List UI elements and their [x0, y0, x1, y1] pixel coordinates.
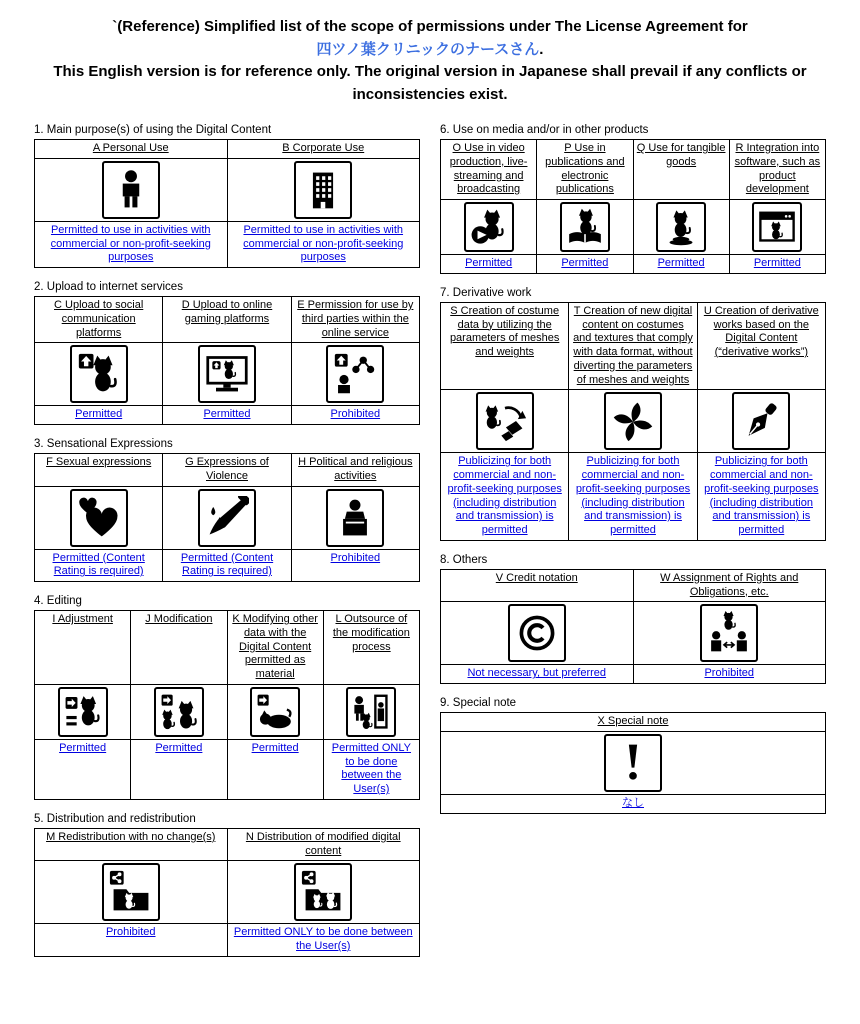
costume-data-icon	[476, 392, 534, 450]
icon-cell	[35, 684, 131, 739]
title-line-2	[34, 39, 826, 62]
right-column	[440, 124, 826, 827]
status-cell	[35, 221, 228, 267]
column-header: I Adjustment	[52, 613, 113, 625]
permission-status[interactable]: Permitted	[561, 257, 609, 269]
building-icon	[294, 161, 352, 219]
status-cell	[569, 453, 697, 541]
permission-status[interactable]: Permitted to use in activities with commercial or non-profit-seeking purposes	[50, 223, 211, 264]
exclamation-icon	[604, 734, 662, 792]
status-cell	[227, 221, 420, 267]
icon-cell	[35, 343, 163, 406]
permission-status[interactable]: Permitted	[753, 257, 801, 269]
icon-cell	[441, 390, 569, 453]
icon-cell	[537, 200, 633, 255]
column-header-cell	[633, 569, 826, 602]
section-heading: 5. Distribution and redistribution	[34, 812, 196, 825]
column-header: Q Use for tangible goods	[636, 142, 726, 168]
icon-cell	[227, 684, 323, 739]
copyright-icon	[508, 604, 566, 662]
permission-status[interactable]: なし	[622, 796, 644, 809]
permission-table	[34, 296, 420, 425]
icon-cell	[291, 343, 419, 406]
permission-status[interactable]: Permitted	[251, 741, 299, 754]
column-header: E Permission for use by third parties within the online service	[297, 299, 414, 339]
column-header-cell	[163, 297, 291, 343]
column-header: U Creation of derivative works based on the Digital Content (“derivative works”)	[703, 304, 819, 358]
column-header-cell	[441, 569, 634, 602]
permission-table	[34, 828, 420, 957]
figurine-icon	[656, 202, 706, 252]
permission-table	[34, 139, 420, 268]
modified-distribution-icon	[294, 863, 352, 921]
upload-gaming-icon	[198, 345, 256, 403]
column-header: S Creation of costume data by utilizing the parameters of meshes and weights	[449, 304, 560, 358]
column-header-cell	[227, 828, 420, 861]
section-heading: 7. Derivative work	[440, 286, 532, 299]
column-header: J Modification	[145, 613, 213, 625]
section-heading: 1. Main purpose(s) of using the Digital Content	[34, 124, 272, 136]
permission-status[interactable]: Permitted	[155, 741, 203, 754]
permission-status[interactable]: Permitted ONLY to be done between the User(s)	[331, 741, 412, 795]
column-header-cell	[35, 454, 163, 487]
status-cell	[35, 549, 163, 582]
permission-status[interactable]: Permitted	[657, 257, 705, 269]
assignment-icon	[700, 604, 758, 662]
status-cell	[35, 924, 228, 957]
status-cell	[35, 739, 131, 799]
column-header-cell	[537, 140, 633, 200]
permission-status[interactable]: Prohibited	[330, 408, 381, 421]
icon-cell	[697, 390, 825, 453]
column-header: B Corporate Use	[282, 142, 365, 154]
permission-section	[34, 813, 420, 957]
column-header-cell	[35, 828, 228, 861]
permission-status[interactable]: Not necessary, but preferred	[467, 667, 607, 680]
column-header: M Redistribution with no change(s)	[46, 830, 216, 843]
permission-table	[34, 453, 420, 582]
column-header: V Credit notation	[495, 571, 578, 584]
column-header-cell	[227, 140, 420, 159]
status-cell	[35, 406, 163, 425]
status-cell	[441, 794, 826, 813]
column-header: T Creation of new digital content on costumes and textures that comply with data format, without diverting the parameters of meshes and weights	[573, 304, 693, 386]
status-cell	[227, 739, 323, 799]
column-header: N Distribution of modified digital content	[245, 830, 401, 857]
texture-creation-icon	[604, 392, 662, 450]
column-header-cell	[131, 611, 227, 685]
title-suffix: .	[539, 40, 544, 58]
document-title	[34, 16, 826, 106]
column-header: G Expressions of Violence	[185, 456, 269, 482]
column-header-cell	[697, 302, 825, 390]
left-column	[34, 124, 420, 970]
outsource-icon	[346, 687, 396, 737]
column-header: K Modifying other data with the Digital Content permitted as material	[232, 613, 318, 680]
icon-cell	[227, 861, 420, 924]
pen-nib-icon	[732, 392, 790, 450]
section-heading: 9. Special note	[440, 697, 517, 709]
permission-status[interactable]: Permitted ONLY to be done between the User(s)	[233, 926, 413, 952]
permission-status[interactable]: Permitted	[75, 408, 123, 421]
column-header-cell	[441, 140, 537, 200]
software-icon	[752, 202, 802, 252]
permission-status[interactable]: Permitted (Content Rating is required)	[180, 551, 274, 578]
section-heading: 3. Sensational Expressions	[34, 438, 173, 450]
product-name-link[interactable]: 四ツノ葉クリニックのナースさん	[316, 40, 540, 58]
column-header: W Assignment of Rights and Obligations, etc.	[660, 571, 799, 598]
third-party-icon	[326, 345, 384, 403]
column-header-cell	[441, 713, 826, 732]
column-header: D Upload to online gaming platforms	[181, 299, 273, 325]
status-cell	[537, 255, 633, 274]
icon-cell	[35, 861, 228, 924]
permission-status[interactable]: Permitted to use in activities with commercial or non-profit-seeking purposes	[243, 223, 404, 264]
permission-status[interactable]: Prohibited	[704, 667, 755, 680]
status-cell	[441, 665, 634, 684]
permission-section	[440, 124, 826, 274]
icon-cell	[729, 200, 825, 255]
icon-cell	[441, 731, 826, 794]
column-header: C Upload to social communication platforms	[54, 299, 144, 339]
permission-status[interactable]: Permitted	[203, 408, 251, 421]
status-cell	[441, 453, 569, 541]
status-cell	[163, 549, 291, 582]
icon-cell	[633, 602, 826, 665]
column-header: X Special note	[597, 715, 669, 727]
status-cell	[323, 739, 419, 799]
section-heading: 6. Use on media and/or in other products	[440, 124, 649, 136]
permission-section	[34, 124, 420, 268]
icon-cell	[35, 158, 228, 221]
icon-cell	[323, 684, 419, 739]
title-prefix: `(Reference) Simplified list of the scope of permissions under The License Agreement for	[112, 18, 748, 35]
permission-status[interactable]: Permitted	[465, 257, 513, 269]
icon-cell	[441, 602, 634, 665]
permission-status[interactable]: Permitted	[59, 741, 107, 754]
icon-cell	[35, 486, 163, 549]
column-header-cell	[323, 611, 419, 685]
permission-table	[440, 569, 826, 684]
column-header: O Use in video production, live-streaming and broadcasting	[449, 142, 528, 196]
status-cell	[633, 255, 729, 274]
permission-table	[440, 302, 826, 541]
icon-cell	[569, 390, 697, 453]
column-header-cell	[291, 297, 419, 343]
section-heading: 4. Editing	[34, 595, 82, 607]
status-cell	[633, 665, 826, 684]
status-cell	[291, 549, 419, 582]
column-header-cell	[633, 140, 729, 200]
video-icon	[464, 202, 514, 252]
permission-table	[440, 139, 826, 274]
modification-icon	[154, 687, 204, 737]
column-header-cell	[163, 454, 291, 487]
column-header-cell	[291, 454, 419, 487]
column-header-cell	[35, 140, 228, 159]
person-icon	[102, 161, 160, 219]
permission-status[interactable]: Prohibited	[330, 551, 381, 564]
icon-cell	[227, 158, 420, 221]
icon-cell	[131, 684, 227, 739]
column-header-cell	[35, 297, 163, 343]
column-header-cell	[729, 140, 825, 200]
two-column-layout	[34, 124, 826, 970]
column-header-cell	[569, 302, 697, 390]
permission-section	[34, 438, 420, 582]
icon-cell	[441, 200, 537, 255]
column-header: R Integration into software, such as product development	[734, 142, 821, 196]
status-cell	[729, 255, 825, 274]
permission-status[interactable]: Publicizing for both commercial and non-profit-seeking purposes (including distribution and transmission) is permitted	[447, 455, 562, 536]
column-header: H Political and religious activities	[298, 456, 413, 482]
status-cell	[163, 406, 291, 425]
section-heading: 2. Upload to internet services	[34, 281, 183, 293]
permission-status[interactable]: Publicizing for both commercial and non-profit-seeking purposes (including distribution and transmission) is permitted	[575, 455, 691, 536]
permission-section	[440, 554, 826, 684]
status-cell	[441, 255, 537, 274]
hearts-icon	[70, 489, 128, 547]
icon-cell	[291, 486, 419, 549]
publication-icon	[560, 202, 610, 252]
permission-section	[34, 595, 420, 800]
status-cell	[227, 924, 420, 957]
column-header: P Use in publications and electronic publications	[545, 142, 625, 196]
column-header: L Outsource of the modification process	[332, 613, 410, 653]
title-line-1	[34, 16, 826, 39]
adjustment-icon	[58, 687, 108, 737]
permission-status[interactable]: Prohibited	[105, 926, 156, 939]
permission-section	[34, 281, 420, 425]
permission-section	[440, 287, 826, 541]
podium-icon	[326, 489, 384, 547]
permission-section	[440, 697, 826, 814]
material-modify-icon	[250, 687, 300, 737]
icon-cell	[163, 343, 291, 406]
permission-table	[34, 610, 420, 800]
upload-social-icon	[70, 345, 128, 403]
section-heading: 8. Others	[440, 553, 488, 566]
permission-status[interactable]: Permitted (Content Rating is required)	[52, 551, 145, 578]
column-header: F Sexual expressions	[46, 456, 152, 468]
icon-cell	[163, 486, 291, 549]
column-header-cell	[227, 611, 323, 685]
status-cell	[697, 453, 825, 541]
icon-cell	[633, 200, 729, 255]
column-header-cell	[35, 611, 131, 685]
column-header-cell	[441, 302, 569, 390]
permission-table	[440, 712, 826, 814]
redistribution-icon	[102, 863, 160, 921]
status-cell	[131, 739, 227, 799]
permission-status[interactable]: Publicizing for both commercial and non-profit-seeking purposes (including distribution and transmission) is permitted	[704, 455, 819, 536]
knife-icon	[198, 489, 256, 547]
column-header: A Personal Use	[92, 142, 169, 154]
status-cell	[291, 406, 419, 425]
title-disclaimer: This English version is for reference only. The original version in Japanese shall prevail if any conflicts or inconsistencies exist.	[53, 63, 807, 103]
